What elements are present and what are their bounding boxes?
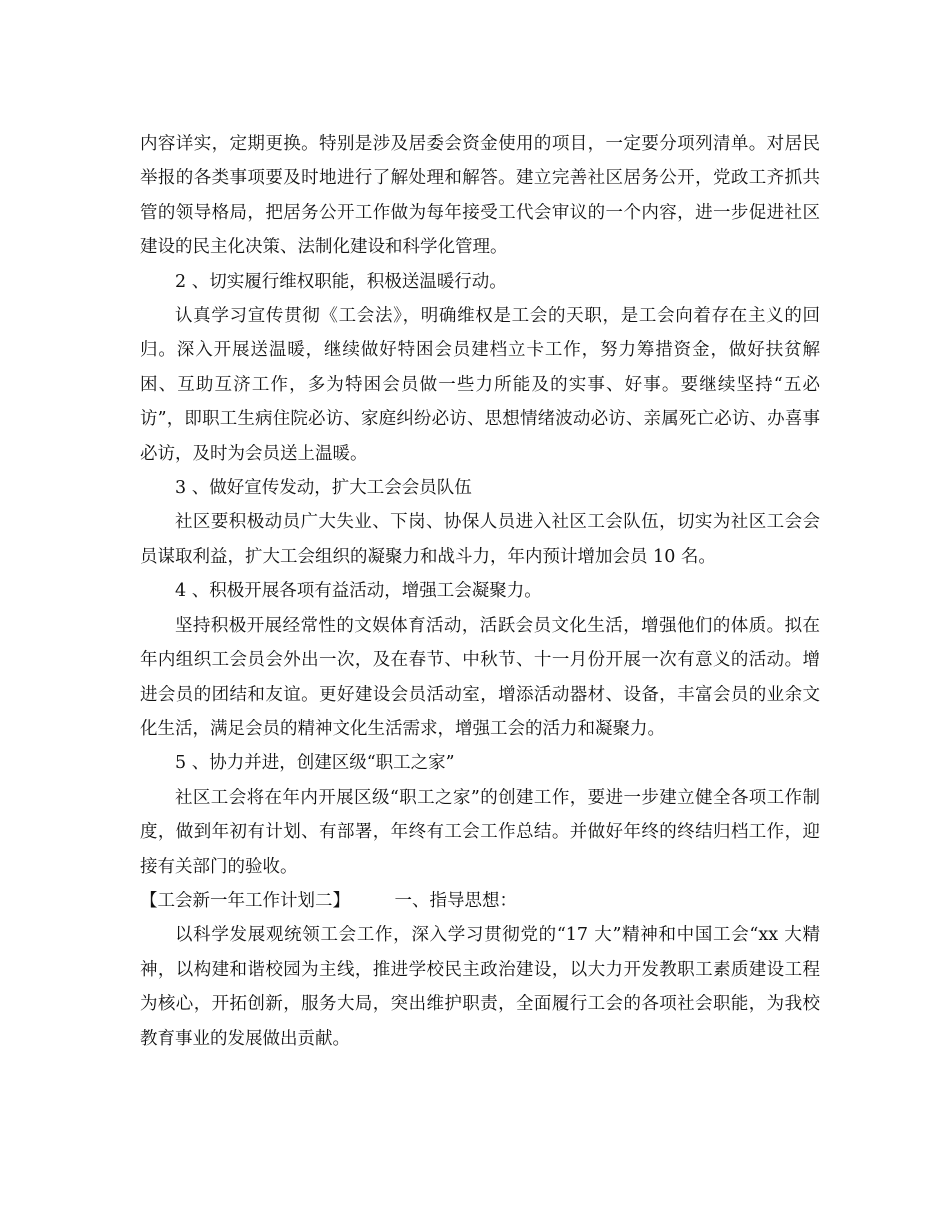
section-subtitle: 一、指导思想： (394, 890, 518, 911)
section-heading (140, 884, 820, 918)
heading-item-5: 5 、协力并进，创建区级“职工之家” (175, 753, 455, 774)
paragraph-guiding-thought: 以科学发展观统领工会工作，深入学习贯彻党的“17 大”精神和中国工会“xx 大精神，以构建和谐校园为主线，推进学校民主政治建设，以大力开发教职工素质建设工程为核心，开拓创新，服务大局，突出维护职责，全面履行工会的各项社会职能，为我校教育事业的发展做出贡献。 (140, 925, 820, 1049)
paragraph-item-4: 坚持积极开展经常性的文娱体育活动，活跃会员文化生活，增强他们的体质。拟在年内组织工会员会外出一次，及在春节、中秋节、十一月份开展一次有意义的活动。增进会员的团结和友谊。更好建设会员活动室，增添活动器材、设备，丰富会员的业余文化生活，满足会员的精神文化生活需求，增强工会的活力和凝聚力。 (140, 615, 820, 739)
paragraph-item-3: 社区要积极动员广大失业、下岗、协保人员进入社区工会队伍，切实为社区工会会员谋取利益，扩大工会组织的凝聚力和战斗力，年内预计增加会员 10 名。 (140, 512, 820, 567)
paragraph-intro: 内容详实，定期更换。特别是涉及居委会资金使用的项目，一定要分项列清单。对居民举报的各类事项要及时地进行了解处理和解答。建立完善社区居务公开，党政工齐抓共管的领导格局，把居务公开工作做为每年接受工代会审议的一个内容，进一步促进社区建设的民主化决策、法制化建设和科学化管理。 (140, 134, 820, 258)
document-body (140, 127, 820, 1056)
section-title: 【工会新一年工作计划二】 (140, 890, 350, 911)
heading-item-2: 2 、切实履行维权职能，积极送温暖行动。 (175, 271, 507, 292)
heading-item-4: 4 、积极开展各项有益活动，增强工会凝聚力。 (175, 581, 542, 602)
paragraph-item-2: 认真学习宣传贯彻《工会法》，明确维权是工会的天职，是工会向着存在主义的回归。深入开展送温暖，继续做好特困会员建档立卡工作，努力筹措资金，做好扶贫解困、互助互济工作，多为特困会员做一些力所能及的实事、好事。要继续坚持“五必访”，即职工生病住院必访、家庭纠纷必访、思想情绪波动必访、亲属死亡必访、办喜事必访，及时为会员送上温暖。 (140, 306, 820, 464)
paragraph-item-5: 社区工会将在年内开展区级“职工之家”的创建工作，要进一步建立健全各项工作制度，做到年初有计划、有部署，年终有工会工作总结。并做好年终的终结归档工作，迎接有关部门的验收。 (140, 787, 820, 877)
heading-item-3: 3 、做好宣传发动，扩大工会会员队伍 (175, 478, 472, 499)
